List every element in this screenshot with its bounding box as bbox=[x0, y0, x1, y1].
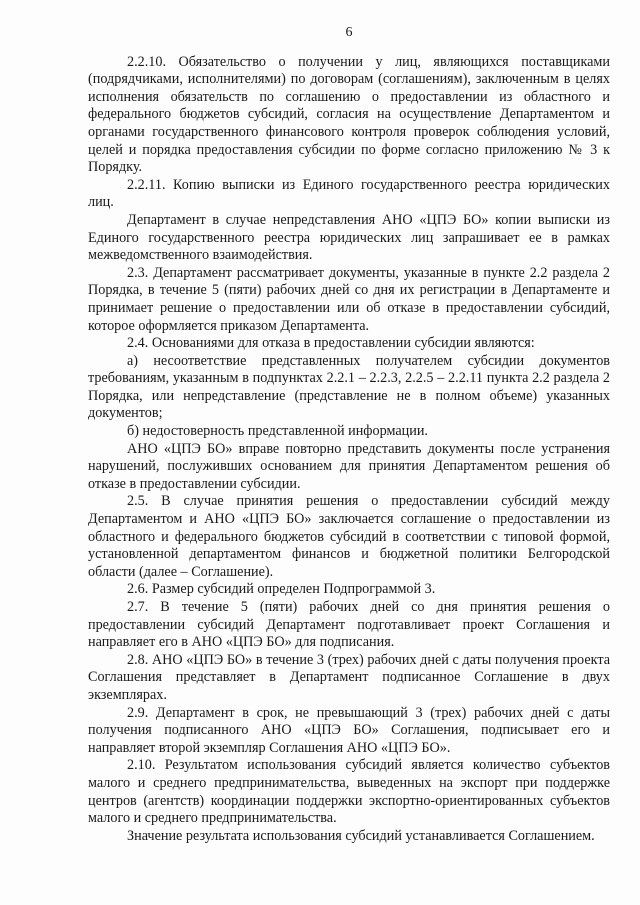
paragraph-2-4-a: а) несоответствие представленных получателем субсидии документов требованиям, указанным в подпунктах 2.2.1 – 2.2.3, 2.2.5 – 2.2.11 пункта 2.2 раздела 2 Порядка, или непредставление (представление не в полном объеме) указанных документов; bbox=[88, 352, 610, 422]
paragraph-2-4: 2.4. Основаниями для отказа в предоставлении субсидии являются: bbox=[127, 335, 535, 352]
paragraph-2-5: 2.5. В случае принятия решения о предоставлении субсидий между Департаментом и АНО «ЦПЭ БО» заключается соглашение о предоставлении из областного и федерального бюджетов субсидий в соответствии с типовой формой, установленной департаментом финансов и бюджетной политики Белгородской области (далее – Соглашение). bbox=[88, 493, 610, 580]
paragraph-department-request: Департамент в случае непредставления АНО «ЦПЭ БО» копии выписки из Единого государственного реестра юридических лиц запрашивает ее в рамках межведомственного взаимодействия. bbox=[88, 211, 610, 264]
paragraph-2-3: 2.3. Департамент рассматривает документы, указанные в пункте 2.2 раздела 2 Порядка, в течение 5 (пяти) рабочих дней со дня их регистрации в Департаменте и принимает решение о предоставлении или об отказе в предоставлении субсидий, которое оформляется приказом Департамента. bbox=[88, 264, 610, 334]
paragraph-2-10: 2.10. Результатом использования субсидий является количество субъектов малого и среднего предпринимательства, выведенных на экспорт при поддержке центров (агентств) координации поддержки экспортно-ориентированных субъектов малого и среднего предпринимательства. bbox=[88, 757, 610, 827]
paragraph-2-6: 2.6. Размер субсидий определен Подпрограммой 3. bbox=[127, 581, 436, 598]
paragraph-2-4-b: б) недостоверность представленной информации. bbox=[127, 423, 428, 440]
paragraph-2-2-10: 2.2.10. Обязательство о получении у лиц, являющихся поставщиками (подрядчиками, исполнителями) по договорам (соглашениям), заключенным в целях исполнения обязательств по соглашению о предоставлении из областного и федерального бюджетов субсидий, согласия на осуществление Департаментом и органами государственного финансового контроля проверок соблюдения условий, целей и порядка предоставления субсидии по форме согласно приложению № 3 к Порядку. bbox=[88, 53, 610, 176]
paragraph-2-8: 2.8. АНО «ЦПЭ БО» в течение 3 (трех) рабочих дней с даты получения проекта Соглашения представляет в Департамент подписанное Соглашение в двух экземплярах. bbox=[88, 651, 610, 703]
paragraph-2-7: 2.7. В течение 5 (пяти) рабочих дней со дня принятия решения о предоставлении субсидий Департамент подготавливает проект Соглашения и направляет его в АНО «ЦПЭ БО» для подписания. bbox=[88, 599, 610, 651]
page-number: 6 bbox=[345, 25, 353, 40]
paragraph-2-2-11: 2.2.11. Копию выписки из Единого государственного реестра юридических лиц. bbox=[88, 176, 610, 211]
paragraph-result-value: Значение результата использования субсидий устанавливается Соглашением. bbox=[127, 827, 595, 844]
paragraph-2-9: 2.9. Департамент в срок, не превышающий 3 (трех) рабочих дней с даты получения подписанного АНО «ЦПЭ БО» Соглашения, подписывает его и направляет второй экземпляр Соглашения АНО «ЦПЭ БО». bbox=[88, 704, 610, 756]
paragraph-resubmit: АНО «ЦПЭ БО» вправе повторно представить документы после устранения нарушений, послуживших основанием для принятия Департаментом решения об отказе в предоставлении субсидии. bbox=[88, 440, 610, 492]
